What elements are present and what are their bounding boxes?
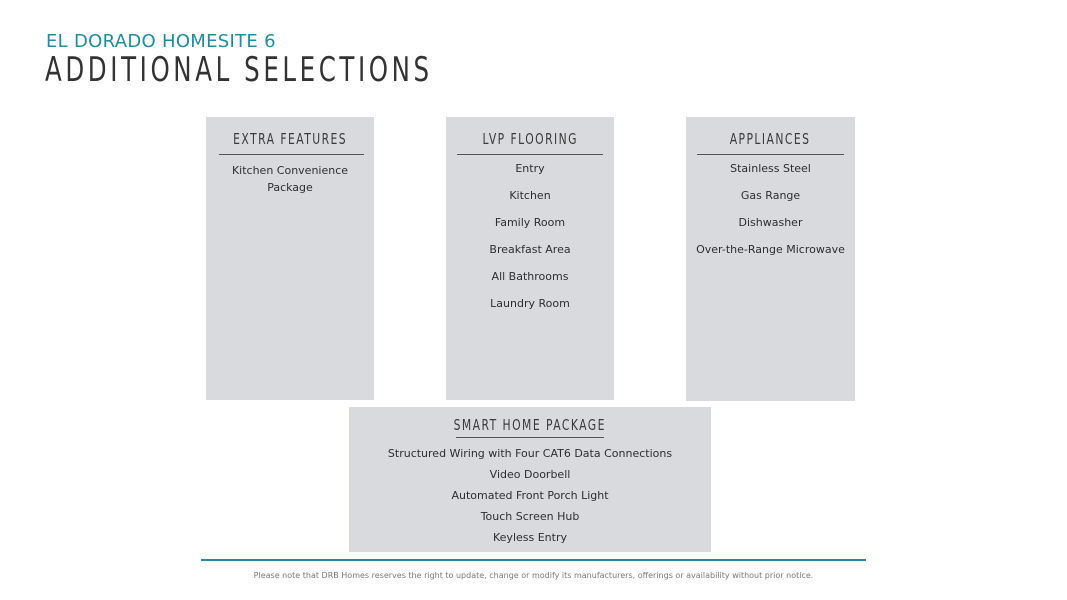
smart-home-divider	[456, 437, 604, 438]
list-item: Family Room	[494, 216, 566, 229]
list-item: Kitchen	[509, 189, 551, 202]
list-item: Laundry Room	[490, 297, 570, 310]
list-item: Stainless Steel	[730, 162, 811, 175]
appliances-divider	[697, 154, 844, 155]
list-item: Keyless Entry	[493, 531, 567, 544]
lvp-flooring-divider	[457, 154, 603, 155]
list-item: All Bathrooms	[491, 270, 569, 283]
lvp-flooring-list	[446, 162, 614, 324]
extra-features-list	[206, 162, 374, 194]
list-item: Over-the-Range Microwave	[696, 243, 845, 256]
list-item: Breakfast Area	[489, 243, 571, 256]
smart-home-heading: SMART HOME PACKAGE	[453, 416, 607, 434]
list-item: Kitchen Convenience Package	[231, 164, 349, 194]
appliances-panel	[686, 117, 855, 401]
lvp-flooring-panel	[446, 117, 614, 400]
community-subtitle: EL DORADO HOMESITE 6	[46, 31, 276, 52]
extra-features-heading: EXTRA FEATURES	[233, 130, 347, 148]
appliances-heading: APPLIANCES	[730, 130, 811, 148]
smart-home-panel	[349, 407, 711, 552]
list-item: Entry	[515, 162, 545, 175]
disclaimer-note: Please note that DRB Homes reserves the right to update, change or modify its manufacturers, offerings or availability without prior notice.	[253, 571, 814, 580]
footer-divider	[201, 559, 866, 561]
extra-features-panel	[206, 117, 374, 400]
lvp-flooring-heading: LVP FLOORING	[482, 130, 578, 148]
page-title: ADDITIONAL SELECTIONS	[45, 50, 433, 90]
list-item: Automated Front Porch Light	[451, 489, 609, 502]
smart-home-list	[349, 447, 711, 552]
list-item: Dishwasher	[738, 216, 803, 229]
list-item: Gas Range	[740, 189, 801, 202]
list-item: Touch Screen Hub	[480, 510, 580, 523]
extra-features-divider	[219, 154, 364, 155]
list-item: Video Doorbell	[489, 468, 571, 481]
list-item: Structured Wiring with Four CAT6 Data Connections	[387, 447, 673, 460]
appliances-list	[686, 162, 855, 270]
